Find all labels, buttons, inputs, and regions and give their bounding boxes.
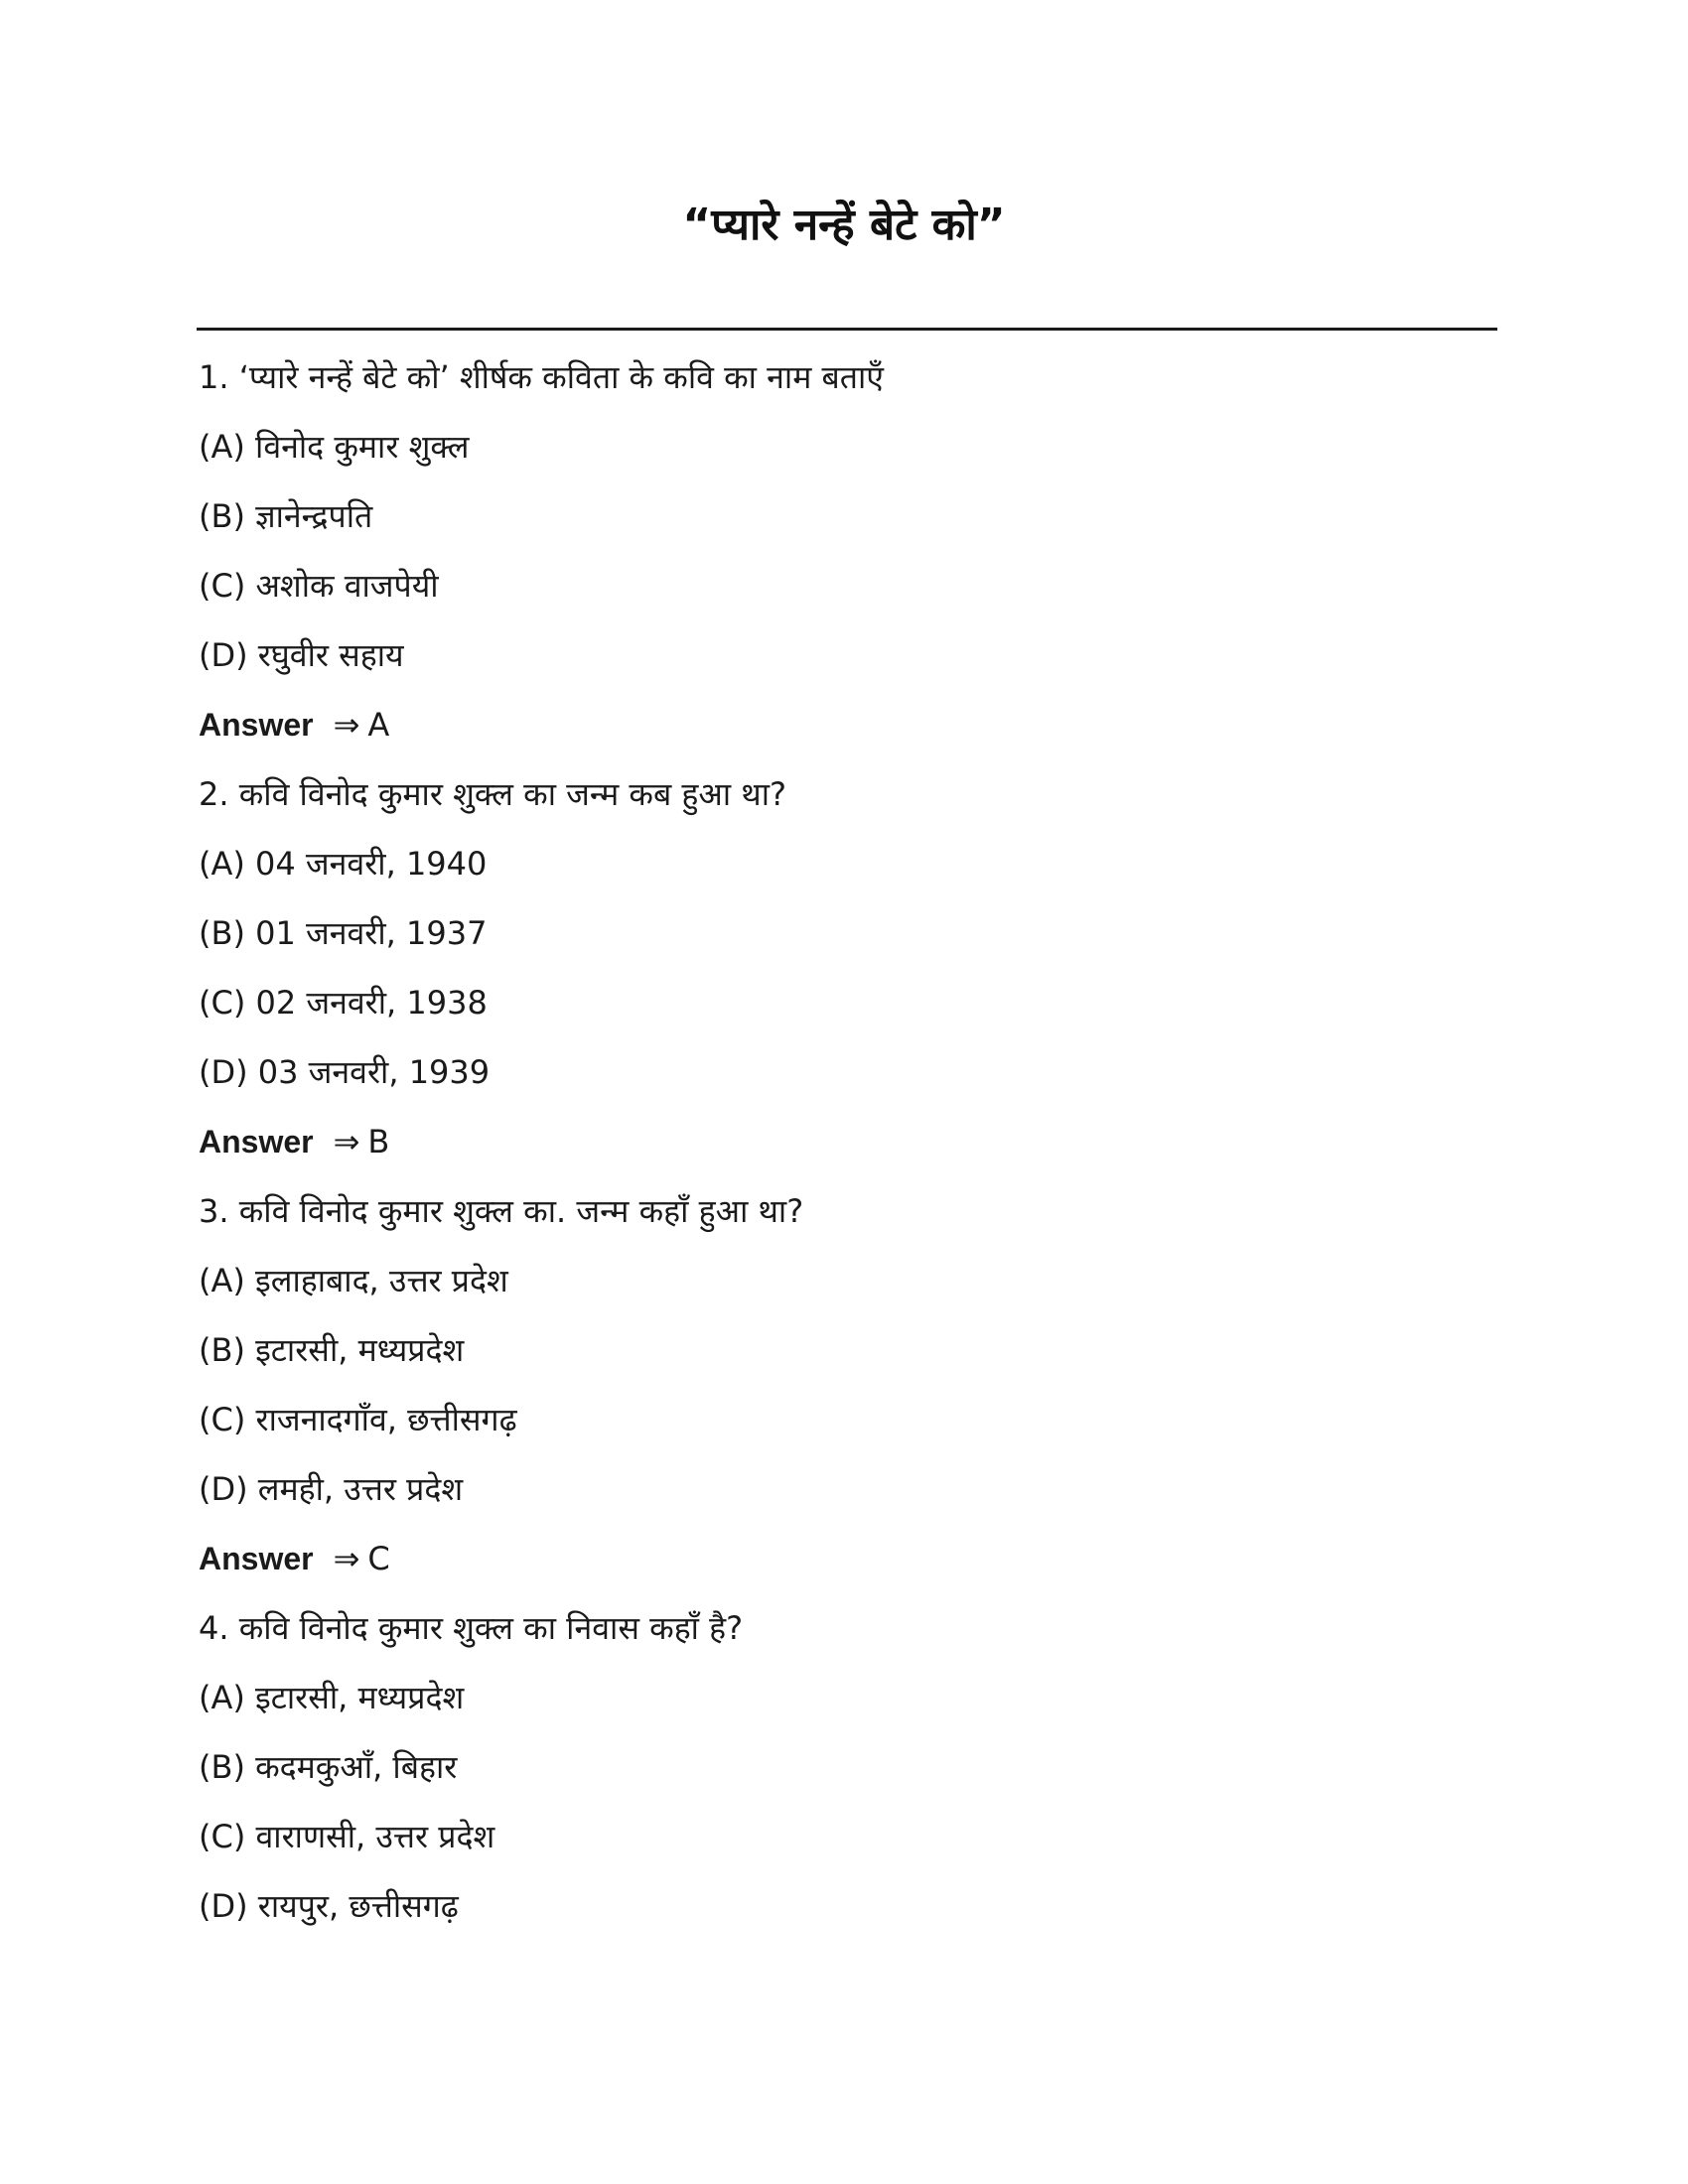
option-a: (A) इलाहाबाद, उत्तर प्रदेश <box>199 1262 508 1299</box>
arrow-icon: ⇒ <box>333 1123 360 1160</box>
answer-line <box>199 1531 1489 1600</box>
answer-label: Answer <box>199 707 314 743</box>
option-a: (A) इटारसी, मध्यप्रदेश <box>199 1679 465 1716</box>
option-b: (B) 01 जनवरी, 1937 <box>199 914 488 952</box>
arrow-icon: ⇒ <box>333 706 360 744</box>
question-list <box>199 349 1489 1948</box>
answer-value: A <box>367 706 390 744</box>
answer-line <box>199 1114 1489 1183</box>
option-b: (B) ज्ञानेन्द्रपति <box>199 497 373 535</box>
option-c: (C) राजनादगाँव, छत्तीसगढ़ <box>199 1401 517 1438</box>
question-text: 1. ‘प्यारे नन्हें बेटे को’ शीर्षक कविता के कवि का नाम बताएँ <box>199 358 884 396</box>
question-text: 4. कवि विनोद कुमार शुक्ल का निवास कहाँ है? <box>199 1609 744 1647</box>
question-text: 3. कवि विनोद कुमार शुक्ल का. जन्म कहाँ हुआ था? <box>199 1192 804 1230</box>
option-b: (B) कदमकुआँ, बिहार <box>199 1748 458 1786</box>
answer-line <box>199 697 1489 766</box>
option-d: (D) रघुवीर सहाय <box>199 636 404 674</box>
question-text: 2. कवि विनोद कुमार शुक्ल का जन्म कब हुआ था? <box>199 775 787 813</box>
option-c: (C) वाराणसी, उत्तर प्रदेश <box>199 1818 495 1855</box>
arrow-icon: ⇒ <box>333 1540 360 1577</box>
answer-value: C <box>367 1540 390 1577</box>
option-a: (A) विनोद कुमार शुक्ल <box>199 428 470 466</box>
answer-label: Answer <box>199 1124 314 1160</box>
title-divider <box>197 328 1497 331</box>
page-title: “प्यारे नन्हें बेटे को” <box>682 200 1006 250</box>
answer-label: Answer <box>199 1541 314 1576</box>
option-b: (B) इटारसी, मध्यप्रदेश <box>199 1331 465 1369</box>
option-c: (C) अशोक वाजपेयी <box>199 567 439 605</box>
option-d: (D) रायपुर, छत्तीसगढ़ <box>199 1887 459 1925</box>
option-d: (D) लमही, उत्तर प्रदेश <box>199 1470 464 1508</box>
option-a: (A) 04 जनवरी, 1940 <box>199 845 488 883</box>
option-d: (D) 03 जनवरी, 1939 <box>199 1053 491 1091</box>
option-c: (C) 02 जनवरी, 1938 <box>199 984 488 1022</box>
answer-value: B <box>367 1123 390 1160</box>
